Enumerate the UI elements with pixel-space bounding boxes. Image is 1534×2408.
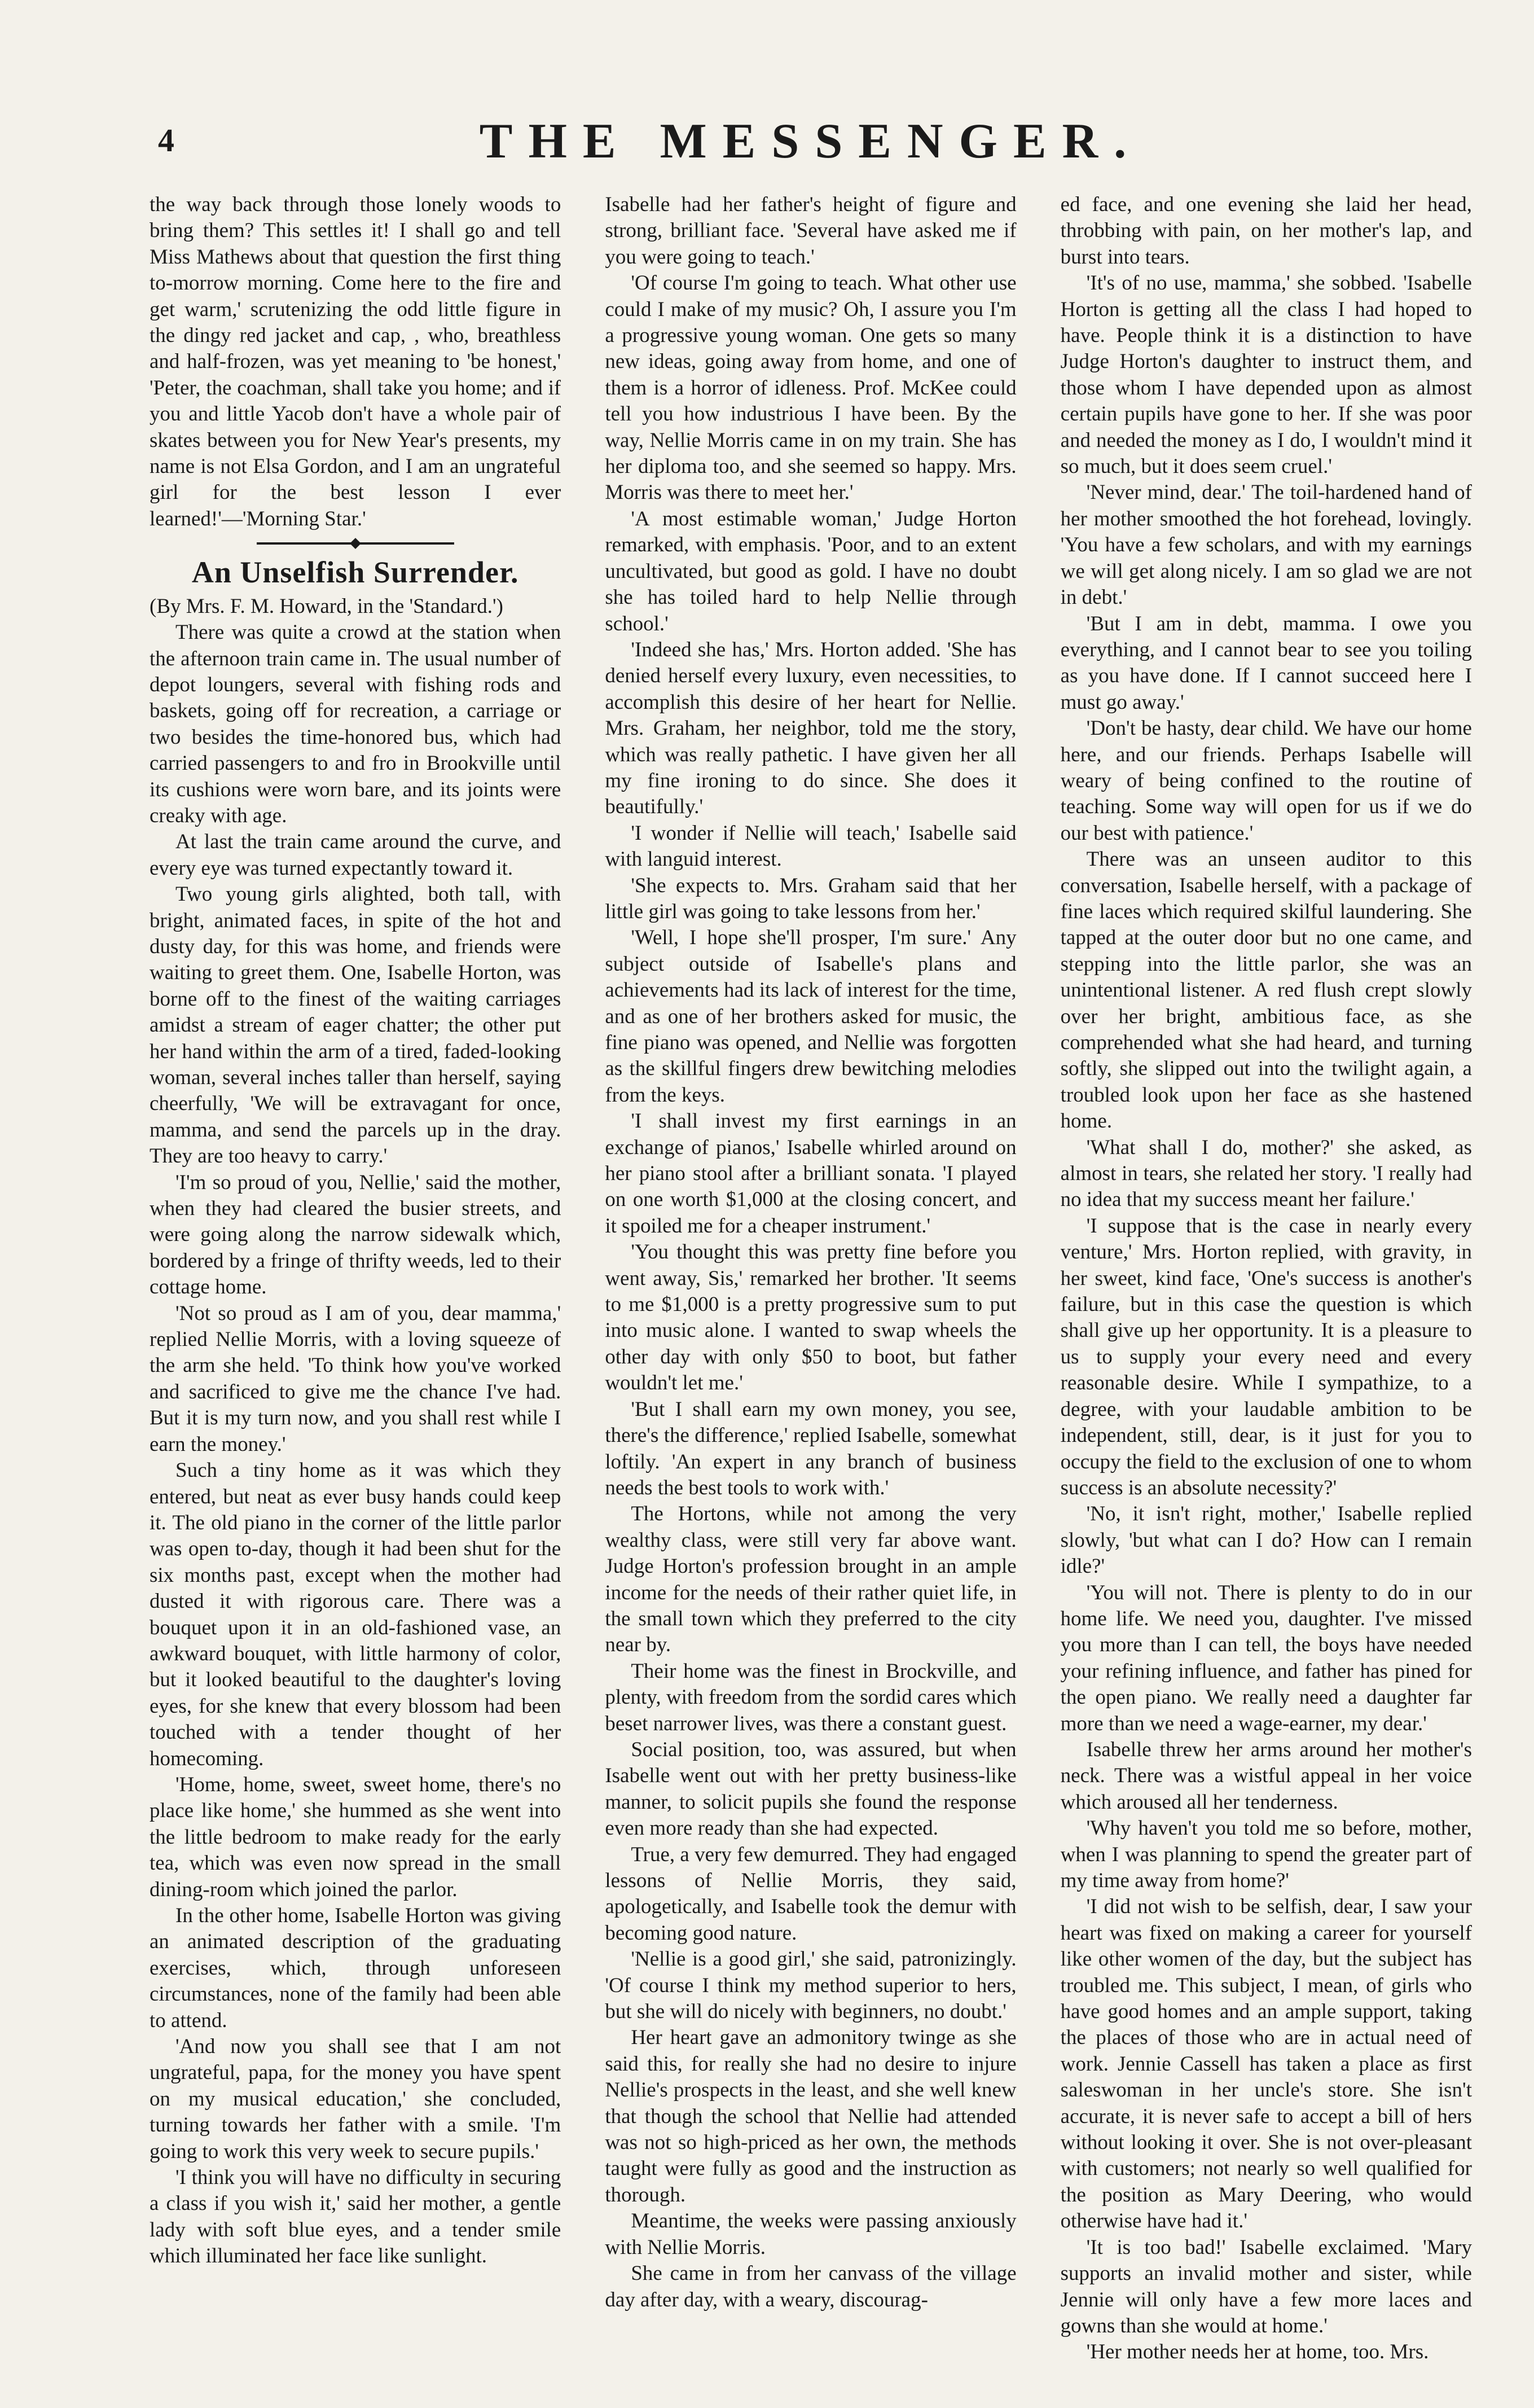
- paragraph: 'And now you shall see that I am not ungrateful, papa, for the money you have spent on my musical education,' she concluded, turning towards her father with a smile. 'I'm going to work this very week to secure pupils.': [150, 2035, 561, 2163]
- paragraph: Isabelle threw her arms around her mother's neck. There was a wistful appeal in her voice which aroused all her tenderness.: [1060, 1738, 1472, 1814]
- paragraph: 'It is too bad!' Isabelle exclaimed. 'Mary supports an invalid mother and sister, while Jennie will only have a few more laces and gowns than she would at home.': [1060, 2235, 1472, 2337]
- paragraph: There was quite a crowd at the station when the afternoon train came in. The usual number of depot loungers, several with fishing rods and baskets, going off for recreation, a carriage or two besides the time-honored bus, which had carried passengers to and fro in Brookville until its cushions were worn bare, and its joints were creaky with age.: [150, 621, 561, 827]
- newspaper-title: THE MESSENGER.: [479, 114, 1142, 169]
- paragraph: She came in from her canvass of the village day after day, with a weary, discourag-: [605, 2262, 1017, 2311]
- story-title: An Unselfish Surrender.: [191, 555, 519, 590]
- paragraph: 'Indeed she has,' Mrs. Horton added. 'She has denied herself every luxury, even necessities, to accomplish this desire of her heart for Nellie. Mrs. Graham, her neighbor, told me the story, which was really pathetic. I have given her all my fine ironing to do since. She does it beautifully.': [605, 638, 1017, 819]
- paragraph: 'A most estimable woman,' Judge Horton remarked, with emphasis. 'Poor, and to an extent uncultivated, but good as gold. I have no doubt she has toiled hard to help Nellie through school.': [605, 507, 1017, 635]
- paragraph: 'You thought this was pretty fine before you went away, Sis,' remarked her brother. 'It seems to me $1,000 is a pretty progressive sum to put into music alone. I wanted to swap wheels the other day with only $50 to boot, but father wouldn't let me.': [605, 1240, 1017, 1395]
- paragraph: Social position, too, was assured, but when Isabelle went out with her pretty business-like manner, to solicit pupils she found the response even more ready than she had expected.: [605, 1738, 1017, 1840]
- previous-story-ending: the way back through those lonely woods to bring them? This settles it! I shall go and tell Miss Mathews about that question the first thing to-morrow morning. Come here to the fire and get warm,' scrutenizing the odd little figure in the dingy red jacket and cap, , who, breathless and half-frozen, was yet meaning to 'be honest,' 'Peter, the coachman, shall take you home; and if you and little Yacob don't have a whole pair of skates between you for New Year's presents, my name is not Elsa Gordon, and I am an ungrateful girl for the best lesson I ever learned!'—'Morning Star.': [150, 193, 561, 530]
- paragraph: 'I think you will have no difficulty in securing a class if you wish it,' said her mother, a gentle lady with soft blue eyes, and a tender smile which illuminated her face like sunlight.: [150, 2166, 561, 2268]
- paragraph: 'Why haven't you told me so before, mother, when I was planning to spend the greater part of my time away from home?': [1060, 1817, 1472, 1892]
- paragraph: 'Well, I hope she'll prosper, I'm sure.' Any subject outside of Isabelle's plans and achievements had its lack of interest for the time, and as one of her brothers asked for music, the fine piano was opened, and Nellie was forgotten as the skillful fingers drew bewitching melodies from the keys.: [605, 926, 1017, 1107]
- paragraph: 'Never mind, dear.' The toil-hardened hand of her mother smoothed the hot forehead, lovingly. 'You have a few scholars, and with my earnings we will get along nicely. I am so glad we are not in debt.': [1060, 481, 1472, 609]
- paragraph: The Hortons, while not among the very wealthy class, were still very far above want. Judge Horton's profession brought in an ample income for the needs of their rather quiet life, in the small town which they preferred to the city near by.: [605, 1502, 1017, 1657]
- paragraph: Her heart gave an admonitory twinge as she said this, for really she had no desire to injure Nellie's prospects in the least, and she well knew that though the school that Nellie had attended was not so high-priced as her own, the methods taught were fully as good and the instruction as thorough.: [605, 2026, 1017, 2207]
- paragraph: 'Not so proud as I am of you, dear mamma,' replied Nellie Morris, with a loving squeeze of the arm she held. 'To think how you've worked and sacrificed to give me the chance I've had. But it is my turn now, and you shall rest while I earn the money.': [150, 1301, 561, 1456]
- paragraph: 'She expects to. Mrs. Graham said that her little girl was going to take lessons from her.': [605, 874, 1017, 923]
- column-3: [1061, 192, 1472, 2381]
- page-number: 4: [158, 122, 174, 159]
- paragraph: 'It's of no use, mamma,' she sobbed. 'Isabelle Horton is getting all the class I had hoped to have. People think it is a distinction to have Judge Horton's daughter to instruct them, and those whom I have depended upon as almost certain pupils have gone to her. If she was poor and needed the money as I do, I wouldn't mind it so much, but it does seem cruel.': [1060, 271, 1472, 479]
- paragraph: 'What shall I do, mother?' she asked, as almost in tears, she related her story. 'I really had no idea that my success meant her failure.': [1060, 1135, 1472, 1212]
- paragraph: Two young girls alighted, both tall, with bright, animated faces, in spite of the hot and dusty day, for this was home, and friends were waiting to greet them. One, Isabelle Horton, was borne off to the finest of the waiting carriages amidst a stream of eager chatter; the other put her hand within the arm of a tired, faded-looking woman, several inches taller than herself, saying cheerfully, 'We will be extravagant for once, mamma, and send the parcels up in the dray. They are too heavy to carry.': [150, 883, 561, 1168]
- column-1: [150, 192, 561, 2381]
- continued-paragraph: ed face, and one evening she laid her head, throbbing with pain, on her mother's lap, and burst into tears.: [1060, 193, 1472, 269]
- masthead: [150, 0, 1472, 192]
- paragraph: At last the train came around the curve, and every eye was turned expectantly toward it.: [150, 830, 561, 880]
- section-divider: [257, 542, 454, 545]
- article-columns: [150, 192, 1472, 2381]
- paragraph: 'Don't be hasty, dear child. We have our home here, and our friends. Perhaps Isabelle will weary of being confined to the routine of teaching. Some way will open for us if we do our best with patience.': [1060, 717, 1472, 845]
- paragraph: 'You will not. There is plenty to do in our home life. We need you, daughter. I've missed you more than I can tell, the boys have needed your refining influence, and father has pined for the open piano. We really need a daughter far more than we need a wage-earner, my dear.': [1060, 1581, 1472, 1735]
- paragraph: Their home was the finest in Brockville, and plenty, with freedom from the sordid cares which beset narrower lives, was there a constant guest.: [605, 1659, 1017, 1735]
- paragraph: 'I wonder if Nellie will teach,' Isabelle said with languid interest.: [605, 821, 1017, 871]
- paragraph: 'No, it isn't right, mother,' Isabelle replied slowly, 'but what can I do? How can I remain idle?': [1060, 1502, 1472, 1578]
- paragraph: 'I did not wish to be selfish, dear, I saw your heart was fixed on making a career for yourself like other women of the day, but the subject has troubled me. This subject, I mean, of girls who have good homes and an ample support, taking the places of those who are in actual need of work. Jennie Cassell has taken a place as first saleswoman in her uncle's store. She isn't accurate, it is never safe to accept a bill of hers without looking it over. She is not over-pleasant with customers; not nearly so well qualified for the position as Mary Deering, who would otherwise have had it.': [1060, 1895, 1472, 2233]
- paragraph: 'Nellie is a good girl,' she said, patronizingly. 'Of course I think my method superior to hers, but she will do nicely with beginners, no doubt.': [605, 1948, 1017, 2024]
- paragraph: Isabelle had her father's height of figure and strong, brilliant face. 'Several have asked me if you were going to teach.': [605, 193, 1017, 269]
- paragraph: There was an unseen auditor to this conversation, Isabelle herself, with a package of fine laces which required skilful laundering. She tapped at the outer door but no one came, and stepping into the little parlor, she was an unintentional listener. A red flush crept slowly over her bright, ambitious face, as she comprehended what she had heard, and turning softly, she slipped out into the twilight again, a troubled look upon her face as she hastened home.: [1060, 848, 1472, 1133]
- paragraph: In the other home, Isabelle Horton was giving an animated description of the graduating exercises, which, through unforeseen circumstances, none of the family had been able to attend.: [150, 1904, 561, 2032]
- paragraph: 'I suppose that is the case in nearly every venture,' Mrs. Horton replied, with gravity, in her sweet, kind face, 'One's success is another's failure, but in this case the question is which shall give up her opportunity. It is a pleasure to us to supply your every need and every reasonable desire. While I sympathize, to a degree, with your laudable ambition to be independent, still, dear, is it just for you to occupy the field to the exclusion of one to whom success is an absolute necessity?': [1060, 1214, 1472, 1499]
- paragraph: 'Home, home, sweet, sweet home, there's no place like home,' she hummed as she went into the little bedroom to make ready for the early tea, which was even now spread in the small dining-room which joined the parlor.: [150, 1773, 561, 1901]
- paragraph: Meantime, the weeks were passing anxiously with Nellie Morris.: [605, 2209, 1017, 2259]
- paragraph: 'But I am in debt, mamma. I owe you everything, and I cannot bear to see you toiling as you have done. If I cannot succeed here I must go away.': [1060, 612, 1472, 714]
- paragraph: 'Of course I'm going to teach. What other use could I make of my music? Oh, I assure you I'm a progressive young woman. One gets so many new ideas, going away from home, and one of them is a horror of idleness. Prof. McKee could tell you how industrious I have been. By the way, Nellie Morris came in on my train. She has her diploma too, and she seemed so happy. Mrs. Morris was there to meet her.': [605, 271, 1017, 505]
- byline: (By Mrs. F. M. Howard, in the 'Standard.'): [150, 594, 503, 618]
- paragraph: True, a very few demurred. They had engaged lessons of Nellie Morris, they said, apologetically, and Isabelle took the demur with becoming good nature.: [605, 1843, 1017, 1945]
- paragraph: 'But I shall earn my own money, you see, there's the difference,' replied Isabelle, somewhat loftily. 'An expert in any branch of business needs the best tools to work with.': [605, 1397, 1017, 1499]
- paragraph: 'I'm so proud of you, Nellie,' said the mother, when they had cleared the busier streets, and were going along the narrow sidewalk which, bordered by a fringe of thrifty weeds, led to their cottage home.: [150, 1170, 561, 1299]
- paragraph: 'I shall invest my first earnings in an exchange of pianos,' Isabelle whirled around on her piano stool after a brilliant sonata. 'I played on one worth $1,000 at the closing concert, and it spoiled me for a cheaper instrument.': [605, 1109, 1017, 1238]
- paragraph: 'Her mother needs her at home, too. Mrs.: [1086, 2340, 1429, 2364]
- divider-ornament: [350, 538, 361, 549]
- paragraph: Such a tiny home as it was which they entered, but neat as ever busy hands could keep it. The old piano in the corner of the little parlor was open to-day, though it had been shut for the six months past, except when the mother had dusted it with rigorous care. There was a bouquet upon it in an old-fashioned vase, an awkward bouquet, with little harmony of color, but it looked beautiful to the daughter's loving eyes, for she knew that every blossom had been touched with a tender thought of her homecoming.: [150, 1459, 561, 1770]
- column-2: [605, 192, 1016, 2381]
